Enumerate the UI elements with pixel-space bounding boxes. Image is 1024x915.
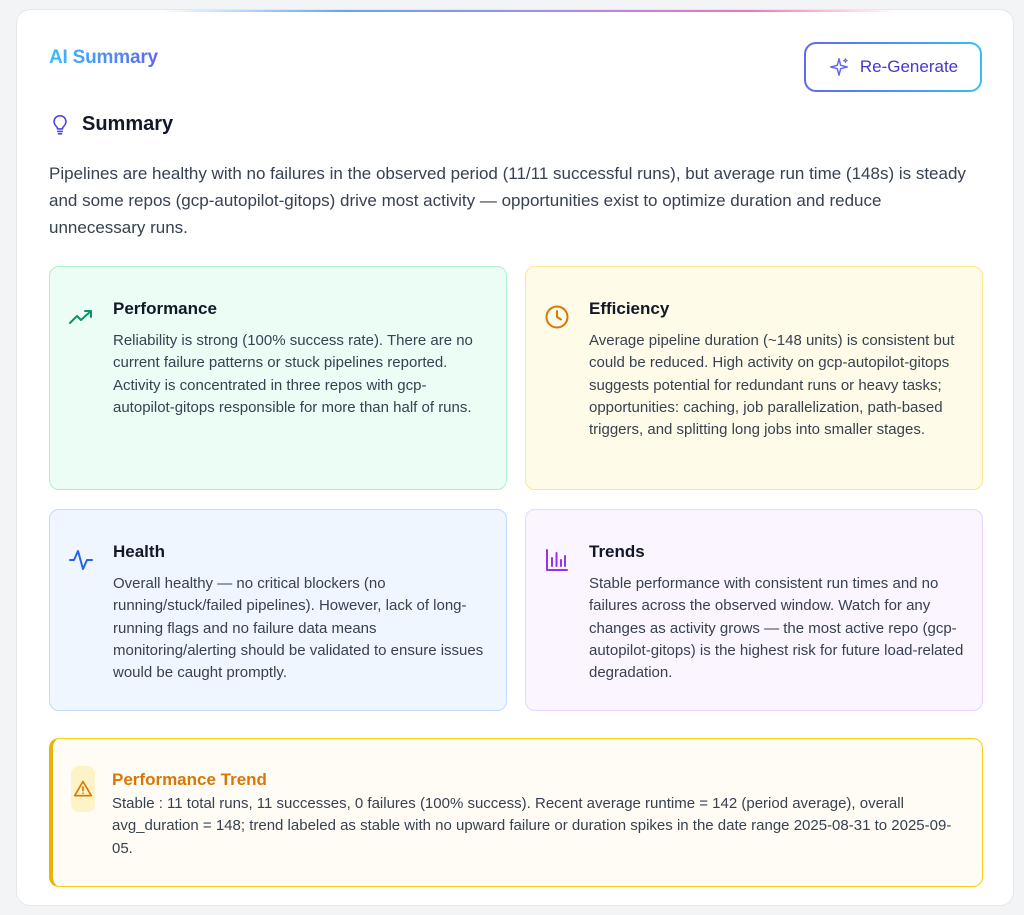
summary-heading bbox=[50, 113, 173, 136]
health-title: Health bbox=[113, 542, 165, 561]
sparkles-icon bbox=[828, 56, 850, 78]
efficiency-text: Average pipeline duration (~148 units) is consistent but could be reduced. High activity on gcp-autopilot-gitops suggests potential for redundant runs or heavy tasks; opportunities: caching, job parallelization, path-based triggers, and splitting long jobs into smaller stages. bbox=[589, 332, 955, 439]
health-text: Overall healthy — no critical blockers (no running/stuck/failed pipelines). However, lack of long-running flags and no failure data means monitoring/alerting should be validated to ensure issues would be caught promptly. bbox=[113, 575, 484, 682]
efficiency-card bbox=[525, 266, 983, 490]
top-gradient-bar bbox=[157, 9, 897, 12]
efficiency-title: Efficiency bbox=[589, 299, 670, 318]
performance-trend-panel bbox=[49, 738, 983, 887]
ai-summary-title: AI Summary bbox=[49, 47, 158, 68]
trends-text: Stable performance with consistent run times and no failures across the observed window. Watch for any changes as activity grows — the most active repo (gcp-autopilot-gitops) is the highest risk for future load-related degradation. bbox=[589, 575, 964, 682]
trending-up-icon bbox=[68, 304, 94, 330]
warning-triangle-icon bbox=[73, 779, 93, 799]
performance-trend-title: Performance Trend bbox=[112, 770, 267, 789]
health-card bbox=[49, 509, 507, 711]
warning-icon-badge bbox=[71, 766, 95, 812]
lightbulb-icon bbox=[50, 114, 70, 136]
activity-pulse-icon bbox=[68, 547, 94, 573]
ai-summary-card bbox=[16, 9, 1014, 906]
bar-chart-icon bbox=[544, 547, 570, 573]
regenerate-button[interactable] bbox=[804, 42, 982, 92]
performance-title: Performance bbox=[113, 299, 217, 318]
trends-title: Trends bbox=[589, 542, 645, 561]
clock-icon bbox=[544, 304, 570, 330]
performance-trend-text: Stable : 11 total runs, 11 successes, 0 failures (100% success). Recent average runtime = 142 (period average), overall avg_duration = 148; trend labeled as stable with no upward failure or duration spikes in the date range 2025-08-31 to 2025-09-05. bbox=[112, 795, 952, 857]
regenerate-label: Re-Generate bbox=[859, 57, 959, 76]
performance-text: Reliability is strong (100% success rate). There are no current failure patterns or stuck pipelines reported. Activity is concentrated in three repos with gcp-autopilot-gitops responsible for more than half of runs. bbox=[113, 332, 473, 416]
performance-card bbox=[49, 266, 507, 490]
summary-title: Summary bbox=[82, 113, 174, 135]
summary-text: Pipelines are healthy with no failures in the observed period (11/11 successful runs), but average run time (148s) is steady and some repos (gcp-autopilot-gitops) drive most activity — opportunities exist to optimize duration and reduce unnecessary runs. bbox=[49, 164, 966, 237]
trends-card bbox=[525, 509, 983, 711]
